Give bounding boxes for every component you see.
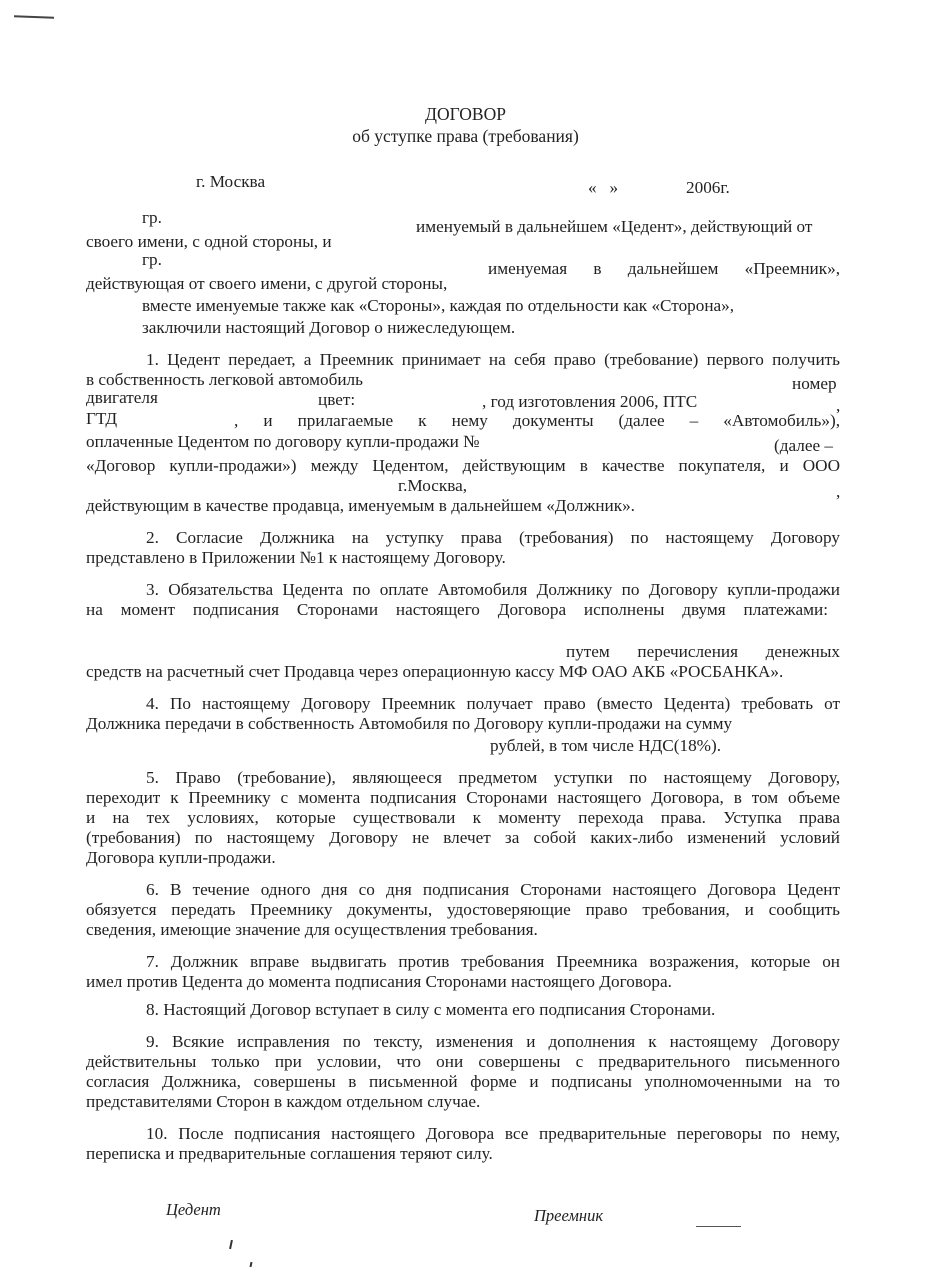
clause-9-line3: согласия Должника, совершены в письменной форме и подписаны уполномоченными на то — [86, 1072, 840, 1091]
signature-cedent-label: Цедент — [166, 1200, 221, 1219]
clause-1-line4-a: ГТД — [86, 409, 118, 428]
signature-stroke — [250, 1262, 253, 1267]
clause-9-line1: 9. Всякие исправления по тексту, изменения и дополнения к настоящему Договору — [146, 1032, 840, 1051]
clause-3-line2: на момент подписания Сторонами настоящего Договора исполнены двумя платежами: — [86, 600, 828, 619]
clause-6-line3: сведения, имеющие значение для осуществления требования. — [86, 920, 538, 939]
preamble-cedent-line2: своего имени, с одной стороны, и — [86, 232, 332, 251]
clause-1-line8: действующим в качестве продавца, именуемым в дальнейшем «Должник». — [86, 496, 635, 515]
preamble-parties-line2: заключили настоящий Договор о нижеследующем. — [142, 318, 516, 337]
signature-line — [696, 1226, 741, 1227]
clause-1-line1: 1. Цедент передает, а Преемник принимает на себя право (требование) первого получить — [146, 350, 840, 369]
date-year: 2006г. — [686, 178, 730, 197]
clause-8-line1: 8. Настоящий Договор вступает в силу с момента его подписания Сторонами. — [146, 1000, 716, 1019]
clause-5-line5: Договора купли-продажи. — [86, 848, 276, 867]
clause-9-line2: действительны только при условии, что они совершены с предварительного письменного — [86, 1052, 840, 1071]
preamble-cedent-prefix: гр. — [142, 208, 162, 227]
preamble-successor-prefix: гр. — [142, 250, 162, 269]
clause-6-line1: 6. В течение одного дня со дня подписания Сторонами настоящего Договора Цедент — [146, 880, 840, 899]
clause-1-line3-c: , год изготовления 2006, ПТС — [482, 392, 698, 411]
signature-successor-label: Преемник — [534, 1206, 604, 1225]
city: г. Москва — [196, 172, 266, 191]
date-quotes: « » — [588, 178, 619, 197]
preamble-parties-line1: вместе именуемые также как «Стороны», каждая по отдельности как «Сторона», — [142, 296, 735, 315]
clause-4-line2: Должника передачи в собственность Автомобиля по Договору купли-продажи на сумму — [86, 714, 733, 733]
clause-1-line7: г.Москва, — [398, 476, 468, 495]
clause-1-line5-a: оплаченные Цедентом по договору купли-продажи № — [86, 432, 480, 451]
clause-1-line3-end: , — [836, 396, 841, 415]
clause-3-line4: средств на расчетный счет Продавца через операционную кассу МФ ОАО АКБ «РОСБАНКА». — [86, 662, 784, 681]
clause-2-line2: представлено в Приложении №1 к настоящему Договору. — [86, 548, 506, 567]
clause-1-line4-b: , и прилагаемые к нему документы (далее – «Автомобиль»), — [234, 411, 840, 430]
preamble-successor-line2: действующая от своего имени, с другой стороны, — [86, 274, 448, 293]
clause-3-line3: путем перечисления денежных — [566, 642, 840, 661]
clause-4-line3: рублей, в том числе НДС(18%). — [490, 736, 722, 755]
clause-10-line2: переписка и предварительные соглашения теряют силу. — [86, 1144, 493, 1163]
clause-5-line2: переходит к Преемнику с момента подписания Сторонами настоящего Договора, в том объеме — [86, 788, 840, 807]
clause-7-line1: 7. Должник вправе выдвигать против требования Преемника возражения, которые он — [146, 952, 840, 971]
clause-5-line1: 5. Право (требование), являющееся предметом уступки по настоящему Договору, — [146, 768, 840, 787]
clause-4-line1: 4. По настоящему Договору Преемник получает право (вместо Цедента) требовать от — [146, 694, 840, 713]
clause-1-line3-a: двигателя — [86, 388, 158, 407]
clause-5-line4: (требования) по настоящему Договору не влечет за собой каких-либо изменений условий — [86, 828, 840, 847]
scan-mark — [14, 15, 54, 18]
clause-1-line5-b: (далее – — [774, 436, 833, 455]
signature-stroke — [229, 1240, 233, 1249]
document-title: ДОГОВОР — [425, 104, 506, 124]
clause-10-line1: 10. После подписания настоящего Договора все предварительные переговоры по нему, — [146, 1124, 840, 1143]
clause-2-line1: 2. Согласие Должника на уступку права (требования) по настоящему Договору — [146, 528, 840, 547]
clause-1-line3-b: цвет: — [318, 390, 356, 409]
clause-1-line2-right: номер — [792, 374, 837, 393]
clause-7-line2: имел против Цедента до момента подписания Сторонами настоящего Договора. — [86, 972, 672, 991]
clause-1-line2: в собственность легковой автомобиль — [86, 370, 363, 389]
clause-3-line1: 3. Обязательства Цедента по оплате Автомобиля Должнику по Договору купли-продажи — [146, 580, 840, 599]
clause-6-line2: обязуется передать Преемнику документы, удостоверяющие право требования, и сообщить — [86, 900, 840, 919]
clause-5-line3: и на тех условиях, которые существовали к моменту перехода права. Уступка права — [86, 808, 840, 827]
preamble-cedent-tail: именуемый в дальнейшем «Цедент», действующий от — [416, 217, 813, 236]
preamble-successor-tail: именуемая в дальнейшем «Преемник», — [488, 259, 840, 278]
clause-9-line4: представителями Сторон в каждом отдельном случае. — [86, 1092, 481, 1111]
clause-1-line7-end: , — [836, 482, 841, 501]
document-subtitle: об уступке права (требования) — [352, 126, 579, 146]
clause-1-line6: «Договор купли-продажи») между Цедентом, действующим в качестве покупателя, и ООО — [86, 456, 840, 475]
